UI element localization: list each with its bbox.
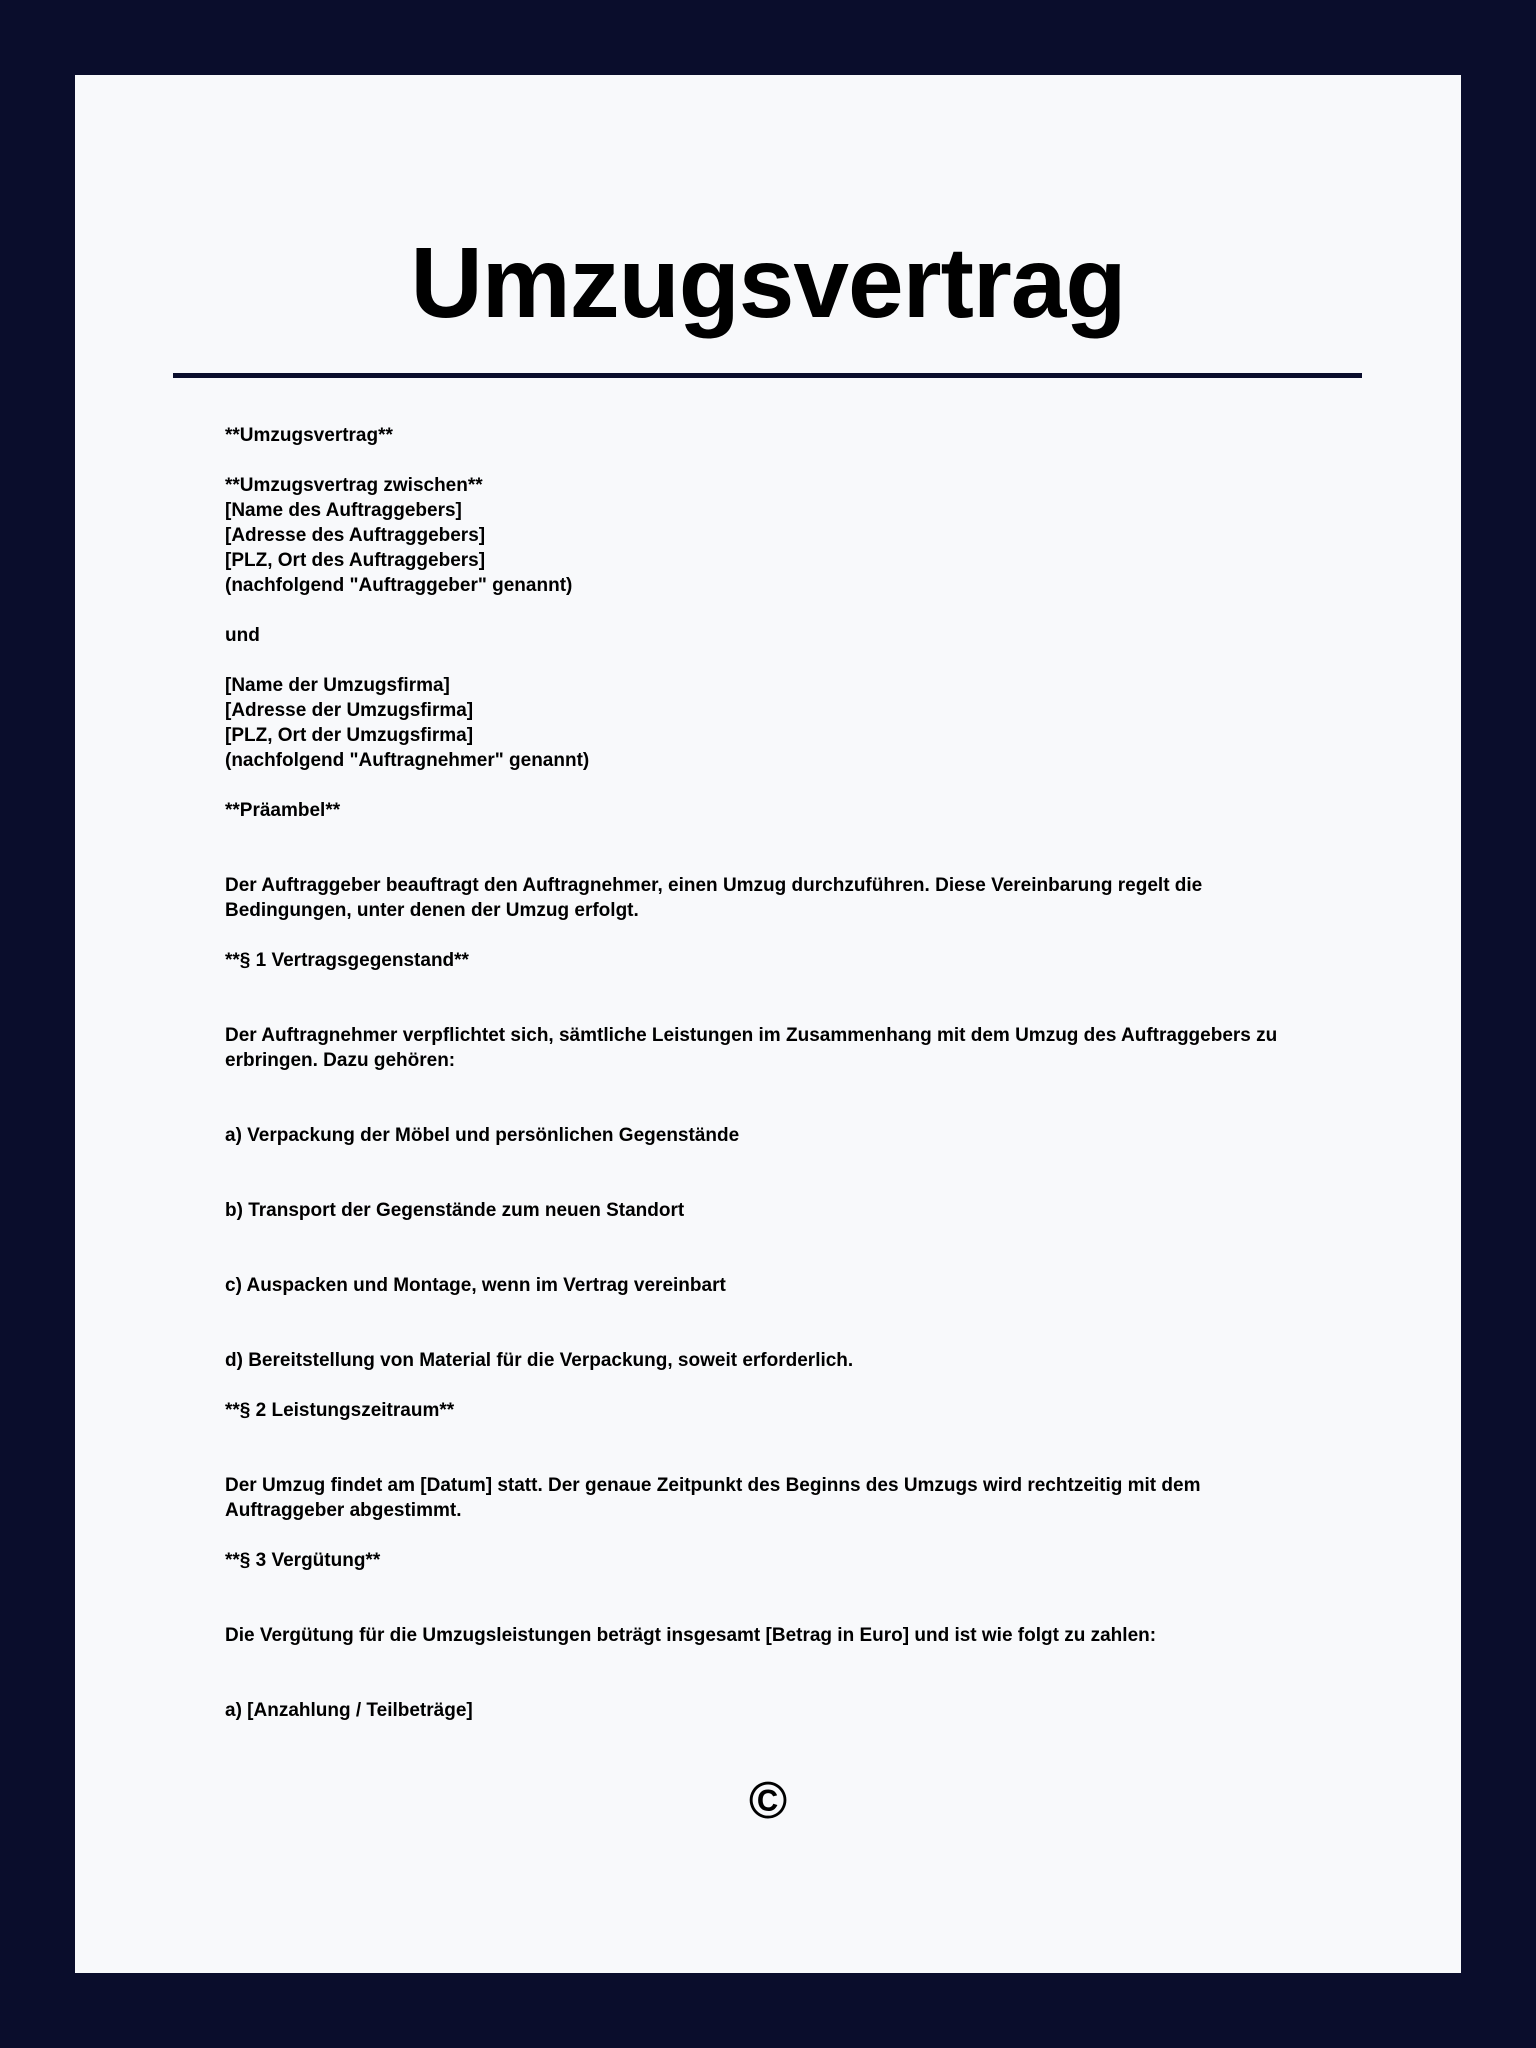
blank-line xyxy=(225,1098,1365,1123)
section-3-text: Die Vergütung für die Umzugsleistungen beträgt insgesamt [Betrag in Euro] und ist wie folgt zu zahlen: xyxy=(225,1625,1157,1646)
client-address: [Adresse des Auftraggebers] xyxy=(225,525,486,546)
blank-line xyxy=(225,448,1365,473)
client-designation: (nachfolgend "Auftraggeber" genannt) xyxy=(225,575,573,596)
blank-line xyxy=(225,1298,1365,1323)
list-item-d: d) Bereitstellung von Material für die Verpackung, soweit erforderlich. xyxy=(225,1350,854,1371)
heading-preamble: **Präambel** xyxy=(225,800,341,821)
client-city: [PLZ, Ort des Auftraggebers] xyxy=(225,550,486,571)
blank-line xyxy=(225,1373,1365,1398)
heading-section-1: **§ 1 Vertragsgegenstand** xyxy=(225,950,469,971)
section-2-text: Auftraggeber abgestimmt. xyxy=(225,1500,462,1521)
document-page xyxy=(75,75,1461,1973)
blank-line xyxy=(225,823,1365,848)
client-name: [Name des Auftraggebers] xyxy=(225,500,462,521)
blank-line xyxy=(225,648,1365,673)
heading-section-3: **§ 3 Vergütung** xyxy=(225,1550,381,1571)
blank-line xyxy=(225,848,1365,873)
heading-contract: **Umzugsvertrag** xyxy=(225,425,393,446)
blank-line xyxy=(225,1223,1365,1248)
company-city: [PLZ, Ort der Umzugsfirma] xyxy=(225,725,474,746)
blank-line xyxy=(225,1148,1365,1173)
blank-line xyxy=(225,1673,1365,1698)
blank-line xyxy=(225,1073,1365,1098)
list-item-b: b) Transport der Gegenstände zum neuen Standort xyxy=(225,1200,685,1221)
section-1-text: Der Auftragnehmer verpflichtet sich, sämtliche Leistungen im Zusammenhang mit dem Umzug des Auftraggebers zu xyxy=(225,1025,1278,1046)
heading-section-2: **§ 2 Leistungszeitraum** xyxy=(225,1400,455,1421)
payment-item-a: a) [Anzahlung / Teilbeträge] xyxy=(225,1700,473,1721)
blank-line xyxy=(225,1648,1365,1673)
blank-line xyxy=(225,1598,1365,1623)
preamble-text: Der Auftraggeber beauftragt den Auftragnehmer, einen Umzug durchzuführen. Diese Vereinbarung regelt die xyxy=(225,875,1203,896)
section-1-text: erbringen. Dazu gehören: xyxy=(225,1050,456,1071)
company-address: [Adresse der Umzugsfirma] xyxy=(225,700,474,721)
blank-line xyxy=(225,998,1365,1023)
list-item-c: c) Auspacken und Montage, wenn im Vertrag vereinbart xyxy=(225,1275,726,1296)
blank-line xyxy=(225,1423,1365,1448)
blank-line xyxy=(225,1573,1365,1598)
section-2-text: Der Umzug findet am [Datum] statt. Der genaue Zeitpunkt des Beginns des Umzugs wird rechtzeitig mit dem xyxy=(225,1475,1201,1496)
blank-line xyxy=(225,773,1365,798)
blank-line xyxy=(225,1323,1365,1348)
blank-line xyxy=(225,973,1365,998)
company-name: [Name der Umzugsfirma] xyxy=(225,675,450,696)
blank-line xyxy=(225,1173,1365,1198)
blank-line xyxy=(225,1523,1365,1548)
heading-parties: **Umzugsvertrag zwischen** xyxy=(225,475,483,496)
preamble-text: Bedingungen, unter denen der Umzug erfolgt. xyxy=(225,900,639,921)
blank-line xyxy=(225,1448,1365,1473)
and-text: und xyxy=(225,625,260,646)
document-title: Umzugsvertrag xyxy=(410,227,1126,339)
company-designation: (nachfolgend "Auftragnehmer" genannt) xyxy=(225,750,590,771)
document-body xyxy=(225,423,1365,1723)
list-item-a: a) Verpackung der Möbel und persönlichen Gegenstände xyxy=(225,1125,740,1146)
blank-line xyxy=(225,1248,1365,1273)
title-divider xyxy=(173,373,1362,378)
copyright-icon: © xyxy=(748,1772,788,1830)
blank-line xyxy=(225,923,1365,948)
blank-line xyxy=(225,598,1365,623)
